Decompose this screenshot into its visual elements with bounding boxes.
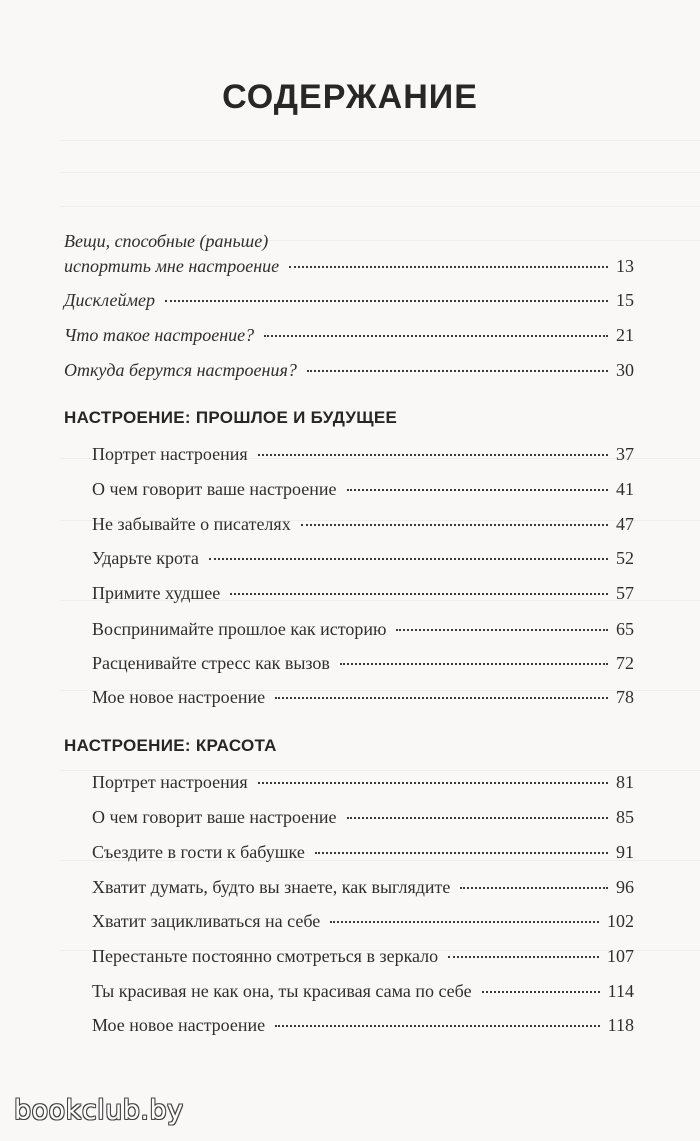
dot-leader: [165, 300, 608, 302]
dot-leader: [315, 852, 608, 854]
toc-page-number: 30: [616, 360, 634, 380]
toc-entry-title: Дисклеймер: [64, 290, 155, 310]
toc-entry-title: Хватит думать, будто вы знаете, как выглядите: [92, 877, 451, 897]
toc-entry-title: Ударьте крота: [92, 548, 199, 568]
toc-entry[interactable]: [92, 771, 634, 793]
dot-leader: [347, 817, 608, 819]
toc-entry[interactable]: [92, 513, 634, 535]
dot-leader: [347, 489, 608, 491]
toc-entry[interactable]: [64, 255, 634, 277]
toc-page-number: 114: [607, 981, 634, 1001]
toc-entry[interactable]: [64, 359, 634, 381]
watermark-text: bookclub.by: [14, 1095, 184, 1126]
toc-entry-title: Не забывайте о писателях: [92, 514, 291, 534]
dot-leader: [482, 991, 600, 993]
toc-entry[interactable]: [64, 289, 634, 311]
dot-leader: [396, 629, 608, 631]
show-through-line: [60, 206, 700, 207]
toc-entry[interactable]: [92, 806, 634, 828]
show-through-line: [60, 172, 700, 173]
toc-entry[interactable]: [92, 478, 634, 500]
toc-entry-title: Мое новое настроение: [92, 1015, 266, 1035]
toc-page-number: 107: [607, 946, 634, 966]
toc-entry-title: Примите худшее: [92, 583, 221, 603]
toc-entry-title: Воспринимайте прошлое как историю: [92, 619, 387, 639]
toc-page-number: 118: [607, 1015, 634, 1035]
dot-leader: [330, 921, 599, 923]
toc-page-number: 91: [616, 842, 634, 862]
dot-leader: [275, 697, 608, 699]
toc-page-number: 78: [616, 687, 634, 707]
toc-entry-preline: Вещи, способные (раньше): [64, 231, 269, 251]
toc-page-number: 85: [616, 807, 634, 827]
toc-entry[interactable]: [92, 1014, 634, 1036]
toc-entry[interactable]: [92, 876, 634, 898]
toc-page-number: 81: [616, 772, 634, 792]
toc-page-number: 41: [616, 479, 634, 499]
toc-entry-title: Расценивайте стресс как вызов: [92, 653, 330, 673]
toc-entry-title: Портрет настроения: [92, 444, 248, 464]
section-heading: НАСТРОЕНИЕ: КРАСОТА: [64, 736, 277, 755]
toc-entry-title: Ты красивая не как она, ты красивая сама по себе: [92, 981, 472, 1001]
toc-page-number: 102: [607, 911, 634, 931]
toc-entry-title: Съездите в гости к бабушке: [92, 842, 305, 862]
toc-entry-title: О чем говорит ваше настроение: [92, 807, 337, 827]
toc-entry[interactable]: [64, 324, 634, 346]
toc-page-number: 37: [616, 444, 634, 464]
toc-page-number: 96: [616, 877, 634, 897]
toc-entry[interactable]: [92, 686, 634, 708]
toc-page-number: 65: [616, 619, 634, 639]
toc-entry[interactable]: [92, 841, 634, 863]
page-title: СОДЕРЖАНИЕ: [222, 78, 478, 116]
toc-entry-title: Что такое настроение?: [64, 325, 255, 345]
toc-page-number: 47: [616, 514, 634, 534]
dot-leader: [460, 887, 608, 889]
dot-leader: [448, 956, 599, 958]
dot-leader: [275, 1025, 600, 1027]
toc-entry[interactable]: [92, 618, 634, 640]
toc-page-number: 13: [616, 256, 634, 276]
toc-page-number: 57: [616, 583, 634, 603]
toc-entry-title: О чем говорит ваше настроение: [92, 479, 337, 499]
toc-page-number: 21: [616, 325, 634, 345]
dot-leader: [230, 593, 608, 595]
dot-leader: [209, 558, 608, 560]
dot-leader: [307, 370, 608, 372]
show-through-line: [60, 140, 700, 141]
toc-entry-title: испортить мне настроение: [64, 256, 280, 276]
toc-entry[interactable]: [92, 652, 634, 674]
toc-entry[interactable]: [92, 582, 634, 604]
dot-leader: [258, 782, 608, 784]
dot-leader: [258, 454, 608, 456]
toc-entry-title: Перестаньте постоянно смотреться в зеркало: [92, 946, 439, 966]
toc-entry[interactable]: [92, 547, 634, 569]
dot-leader: [301, 524, 608, 526]
section-heading: НАСТРОЕНИЕ: ПРОШЛОЕ И БУДУЩЕЕ: [64, 408, 398, 427]
toc-entry[interactable]: [92, 910, 634, 932]
toc-page-number: 15: [616, 290, 634, 310]
dot-leader: [289, 266, 608, 268]
toc-entry-title: Портрет настроения: [92, 772, 248, 792]
toc-page-number: 52: [616, 548, 634, 568]
toc-entry[interactable]: [92, 443, 634, 465]
dot-leader: [340, 663, 608, 665]
toc-entry[interactable]: [92, 945, 634, 967]
toc-page-number: 72: [616, 653, 634, 673]
dot-leader: [264, 335, 608, 337]
toc-entry-title: Мое новое настроение: [92, 687, 266, 707]
toc-entry-title: Хватит зацикливаться на себе: [92, 911, 321, 931]
toc-entry-title: Откуда берутся настроения?: [64, 360, 297, 380]
toc-entry[interactable]: [92, 980, 634, 1002]
